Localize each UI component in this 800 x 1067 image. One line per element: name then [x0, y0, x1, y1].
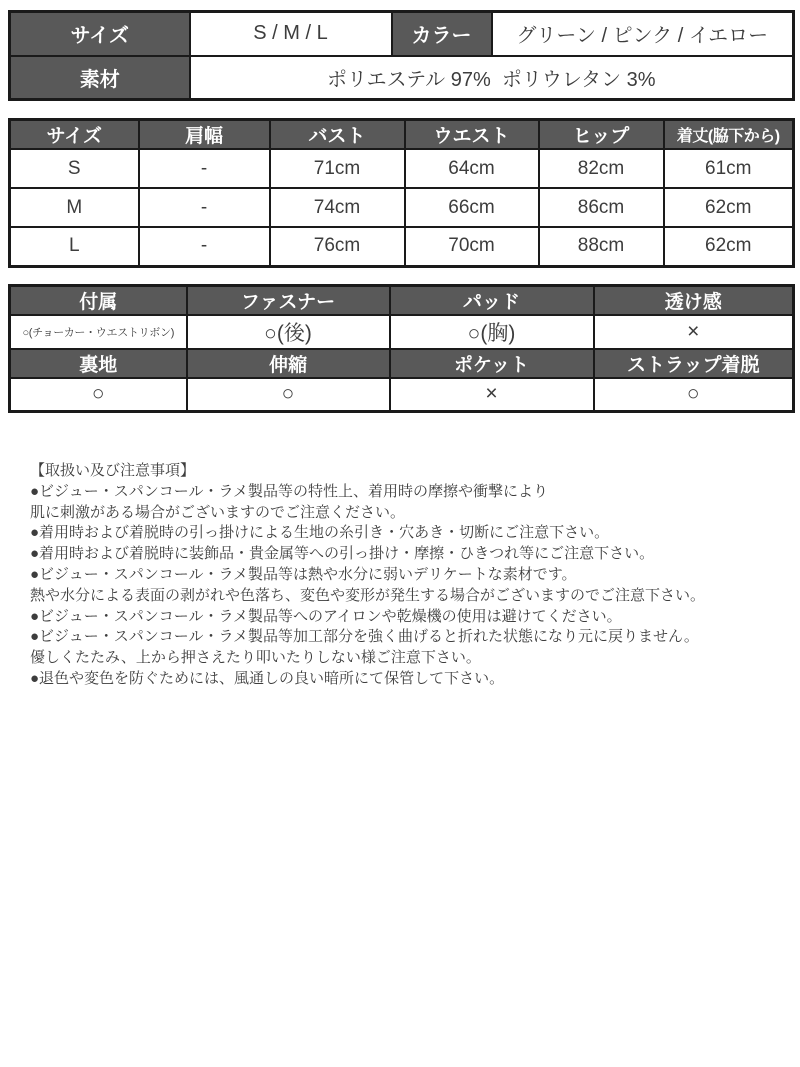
attr-header-accessories: 付属 — [10, 285, 187, 315]
cell-m-hip: 86cm — [539, 188, 664, 227]
care-note-line: 肌に刺激がある場合がございますのでご注意ください。 — [30, 503, 406, 521]
col-header-size: サイズ — [10, 120, 139, 150]
material-value: ポリエステル 97% ポリウレタン 3% — [190, 56, 794, 100]
care-note-line: ●着用時および着脱時の引っ掛けによる生地の糸引き・穴あき・切断にご注意下さい。 — [30, 524, 610, 542]
attr-value-pocket: × — [390, 378, 594, 412]
table-row-size-s — [10, 149, 794, 188]
cell-m-waist: 66cm — [405, 188, 539, 227]
care-note-line: ●ビジュー・スパンコール・ラメ製品等加工部分を強く曲げると折れた状態になり元に戻りません。 — [30, 628, 699, 646]
care-note-line: ●退色や変色を防ぐためには、風通しの良い暗所にて保管して下さい。 — [30, 669, 505, 687]
color-value: グリーン / ピンク / イエロー — [492, 12, 794, 56]
cell-s-hip: 82cm — [539, 149, 664, 188]
attributes-table — [8, 284, 795, 414]
care-notes-title: 【取扱い及び注意事項】 — [30, 462, 196, 479]
attr-value-sheerness: × — [594, 315, 794, 349]
table-row-size-l — [10, 227, 794, 266]
attr-header-pocket: ポケット — [390, 349, 594, 378]
attr-value-stretch: ○ — [187, 378, 390, 412]
care-note-line: ●ビジュー・スパンコール・ラメ製品等へのアイロンや乾燥機の使用は避けてください。 — [30, 607, 622, 625]
care-note-line: 熱や水分による表面の剥がれや色落ち、変色や変形が発生する場合がございますのでご注意下さい。 — [30, 586, 706, 604]
attr-header-sheerness: 透け感 — [594, 285, 794, 315]
cell-l-waist: 70cm — [405, 227, 539, 266]
care-note-line: ●ビジュー・スパンコール・ラメ製品等の特性上、着用時の摩擦や衝撃により — [30, 482, 549, 500]
care-note-line: ●着用時および着脱時に装飾品・貴金属等への引っ掛け・摩擦・ひきつれ等にご注意下さい。 — [30, 545, 655, 563]
col-header-bust: バスト — [270, 120, 405, 150]
size-label: サイズ — [10, 12, 190, 56]
cell-m-length: 62cm — [664, 188, 794, 227]
cell-l-shoulder: - — [139, 227, 270, 266]
spec-row-size-color — [10, 12, 794, 56]
attr-value-strap: ○ — [594, 378, 794, 412]
attr-value-fastener: ○(後) — [187, 315, 390, 349]
cell-l-hip: 88cm — [539, 227, 664, 266]
size-value: S / M / L — [190, 12, 392, 56]
material-label: 素材 — [10, 56, 190, 100]
cell-s-length: 61cm — [664, 149, 794, 188]
spec-row-material — [10, 56, 794, 100]
attr-header-stretch: 伸縮 — [187, 349, 390, 378]
cell-m-shoulder: - — [139, 188, 270, 227]
color-label: カラー — [392, 12, 492, 56]
cell-s-waist: 64cm — [405, 149, 539, 188]
cell-s-size: S — [10, 149, 139, 188]
attr-value-pad: ○(胸) — [390, 315, 594, 349]
cell-m-size: M — [10, 188, 139, 227]
spec-table — [8, 10, 795, 101]
care-note-line: 優しくたたみ、上から押さえたり叩いたりしない様ご注意下さい。 — [30, 649, 481, 667]
col-header-waist: ウエスト — [405, 120, 539, 150]
attr-header-fastener: ファスナー — [187, 285, 390, 315]
cell-s-shoulder: - — [139, 149, 270, 188]
cell-s-bust: 71cm — [270, 149, 405, 188]
cell-l-size: L — [10, 227, 139, 266]
care-notes — [30, 461, 792, 690]
measurements-table — [8, 118, 795, 268]
attr-header-strap: ストラップ着脱 — [594, 349, 794, 378]
col-header-hip: ヒップ — [539, 120, 664, 150]
attr-header-lining: 裏地 — [10, 349, 187, 378]
col-header-shoulder: 肩幅 — [139, 120, 270, 150]
attr-value-lining: ○ — [10, 378, 187, 412]
attr-value-accessories: ○(チョーカー・ウエストリボン) — [10, 315, 187, 349]
cell-m-bust: 74cm — [270, 188, 405, 227]
attributes-value-row-2 — [10, 378, 794, 412]
attributes-header-row-2 — [10, 349, 794, 378]
col-header-length: 着丈(脇下から) — [664, 120, 794, 150]
cell-l-length: 62cm — [664, 227, 794, 266]
attributes-value-row-1 — [10, 315, 794, 349]
measurements-header-row — [10, 120, 794, 150]
table-row-size-m — [10, 188, 794, 227]
care-note-line: ●ビジュー・スパンコール・ラメ製品等は熱や水分に弱いデリケートな素材です。 — [30, 565, 577, 583]
cell-l-bust: 76cm — [270, 227, 405, 266]
attributes-header-row-1 — [10, 285, 794, 315]
attr-header-pad: パッド — [390, 285, 594, 315]
